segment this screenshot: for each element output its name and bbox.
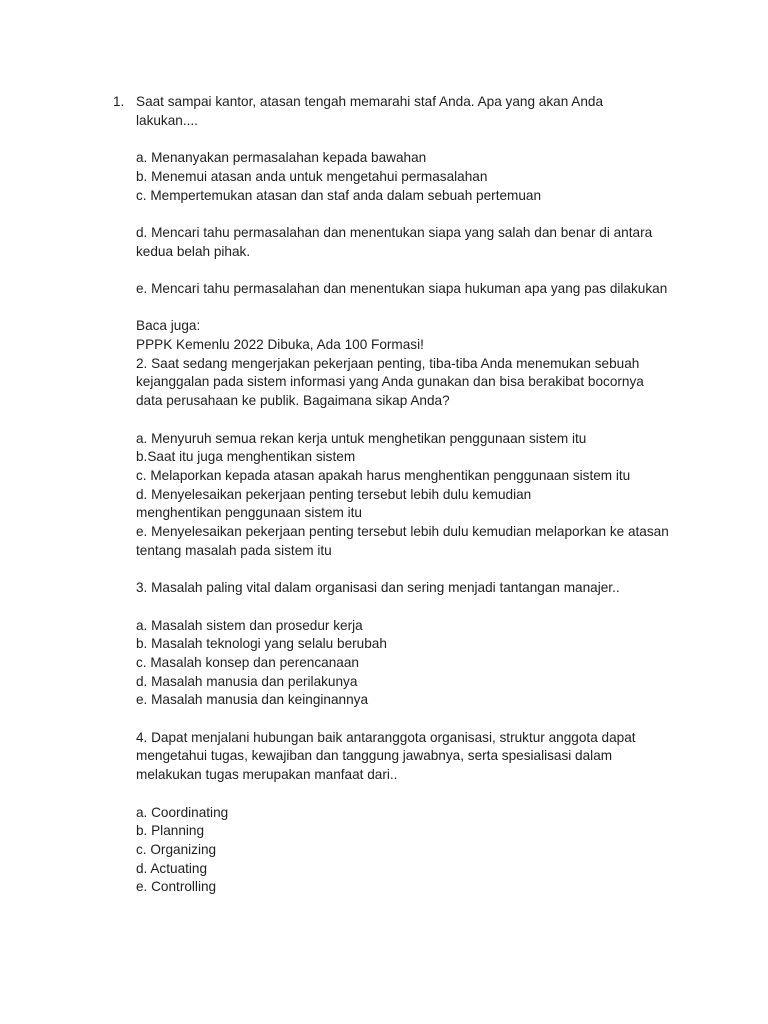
question-2-option-e: e. Menyelesaikan pekerjaan penting tersebut lebih dulu kemudian melaporkan ke atasan <box>136 524 669 540</box>
question-3-option-b: b. Masalah teknologi yang selalu berubah <box>136 636 387 652</box>
question-2-text-line: kejanggalan pada sistem informasi yang Anda gunakan dan bisa berakibat bocornya <box>136 374 644 390</box>
question-3-option-d: d. Masalah manusia dan perilakunya <box>136 673 358 689</box>
question-2-option-d-continued: menghentikan penggunaan sistem itu <box>136 505 362 521</box>
question-4-text-line: 4. Dapat menjalani hubungan baik antaranggota organisasi, struktur anggota dapat <box>136 729 636 745</box>
question-1-option-c: c. Mempertemukan atasan dan staf anda dalam sebuah pertemuan <box>136 187 542 203</box>
question-1-option-b: b. Menemui atasan anda untuk mengetahui permasalahan <box>136 168 488 184</box>
question-2-text-line: 2. Saat sedang mengerjakan pekerjaan penting, tiba-tiba Anda menemukan sebuah <box>136 355 640 371</box>
question-1-option-d-continued: kedua belah pihak. <box>136 243 251 259</box>
question-1-option-a: a. Menanyakan permasalahan kepada bawahan <box>136 150 427 166</box>
question-1-option-d: d. Mencari tahu permasalahan dan menentukan siapa yang salah dan benar di antara <box>136 224 653 240</box>
read-also-link[interactable]: PPPK Kemenlu 2022 Dibuka, Ada 100 Formasi! <box>136 337 424 353</box>
question-2-option-a: a. Menyuruh semua rekan kerja untuk menghetikan penggunaan sistem itu <box>136 430 587 446</box>
question-3-option-e: e. Masalah manusia dan keinginannya <box>136 692 369 708</box>
question-4-option-b: b. Planning <box>136 823 205 839</box>
question-4-option-c: c. Organizing <box>136 841 217 857</box>
question-2-option-c: c. Melaporkan kepada atasan apakah harus menghentikan penggunaan sistem itu <box>136 467 631 483</box>
question-4-option-e: e. Controlling <box>136 879 217 895</box>
question-3-option-c: c. Masalah konsep dan perencanaan <box>136 654 359 670</box>
question-1-text-line: lakukan.... <box>136 112 198 128</box>
question-2-option-b: b.Saat itu juga menghentikan sistem <box>136 449 356 465</box>
question-1-number: 1. <box>113 94 125 109</box>
document-content <box>136 93 696 897</box>
question-2-option-d: d. Menyelesaikan pekerjaan penting tersebut lebih dulu kemudian <box>136 486 532 502</box>
question-3-text: 3. Masalah paling vital dalam organisasi dan sering menjadi tantangan manajer.. <box>136 580 620 596</box>
read-also-label: Baca juga: <box>136 318 201 334</box>
question-1-option-e: e. Mencari tahu permasalahan dan menentukan siapa hukuman apa yang pas dilakukan <box>136 280 668 296</box>
question-2-option-e-continued: tentang masalah pada sistem itu <box>136 542 332 558</box>
question-2-text-line: data perusahaan ke publik. Bagaimana sikap Anda? <box>136 393 450 409</box>
question-4-option-d: d. Actuating <box>136 860 208 876</box>
question-3-option-a: a. Masalah sistem dan prosedur kerja <box>136 617 363 633</box>
question-4-option-a: a. Coordinating <box>136 804 229 820</box>
question-1-text-line: Saat sampai kantor, atasan tengah memarahi staf Anda. Apa yang akan Anda <box>136 94 604 109</box>
question-4-text-line: mengetahui tugas, kewajiban dan tanggung jawabnya, serta spesialisasi dalam <box>136 748 613 764</box>
question-4-text-line: melakukan tugas merupakan manfaat dari.. <box>136 767 398 783</box>
